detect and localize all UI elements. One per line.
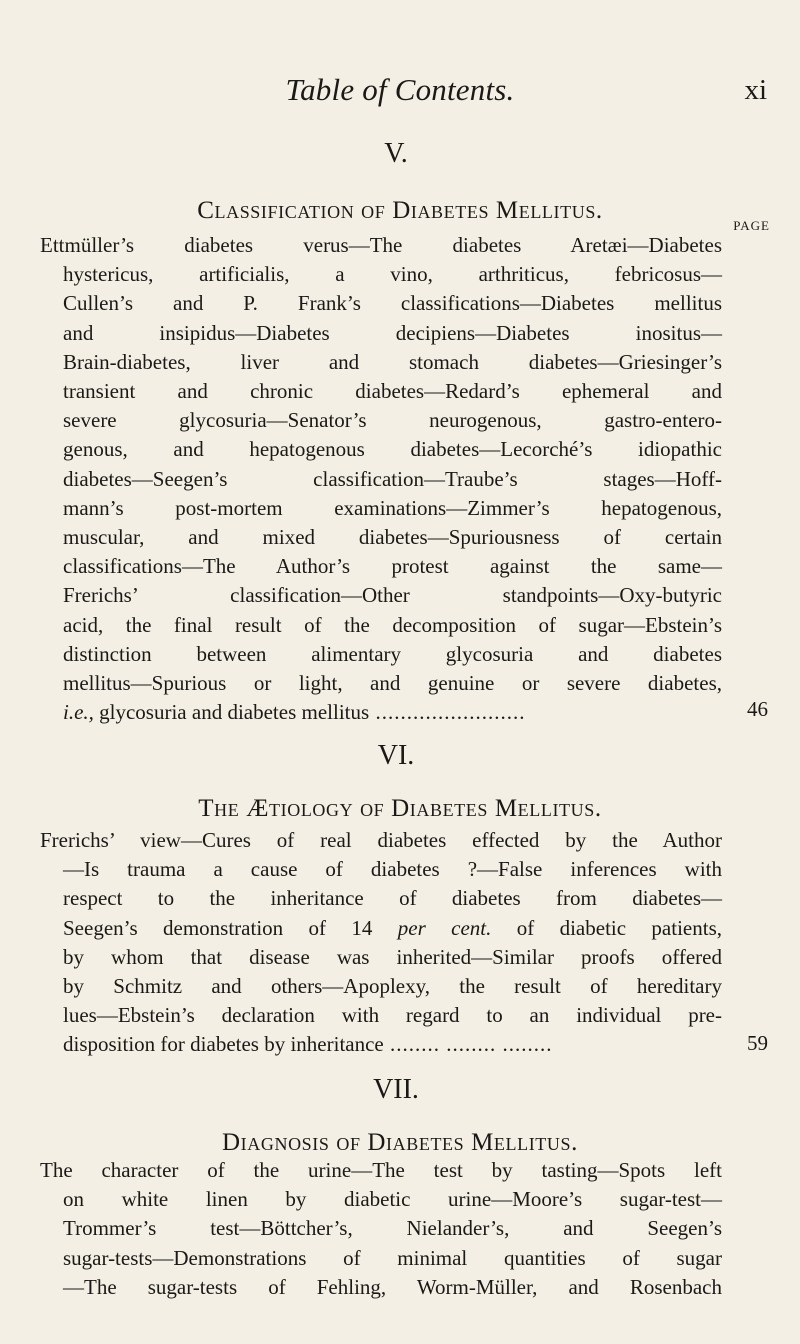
section-v xyxy=(0,138,800,226)
section-vii xyxy=(0,1074,800,1158)
entry-line: and insipidus—Diabetes decipiens—Diabetes inositus— xyxy=(63,320,722,345)
entry-line: on white linen by diabetic urine—Moore’s sugar-test— xyxy=(63,1187,722,1212)
entry-text: disposition for diabetes by inheritance xyxy=(63,1032,384,1057)
page-number: xi xyxy=(744,74,767,106)
running-head xyxy=(0,72,800,112)
running-title: Table of Contents. xyxy=(285,72,515,107)
entry-page-number: 59 xyxy=(747,1031,768,1055)
section-numeral: VI. xyxy=(377,740,415,771)
section-title: Diagnosis of Diabetes Mellitus. xyxy=(222,1129,578,1156)
entry-text: glycosuria and diabetes mellitus xyxy=(93,700,370,725)
entry-line: severe glycosuria—Senator’s neurogenous, gastro-entero- xyxy=(63,408,722,433)
entry-text: of diabetic patients, xyxy=(491,915,722,940)
entry-line: Brain-diabetes, liver and stomach diabetes—Griesinger’s xyxy=(63,349,722,374)
entry-line: Trommer’s test—Böttcher’s, Nielander’s, and Seegen’s xyxy=(63,1216,722,1241)
entry-line: Cullen’s and P. Frank’s classifications—Diabetes mellitus xyxy=(63,291,722,316)
entry-last-line xyxy=(40,1030,722,1059)
contents-entry-v xyxy=(40,231,722,727)
entry-line: classifications—The Author’s protest against the same— xyxy=(63,554,722,579)
entry-line: —The sugar-tests of Fehling, Worm-Müller, and Rosenbach xyxy=(63,1274,722,1299)
entry-italic: per cent. xyxy=(397,915,492,940)
entry-line: mann’s post-mortem examinations—Zimmer’s hepatogenous, xyxy=(63,495,722,520)
entry-line: by whom that disease was inherited—Similar proofs offered xyxy=(63,944,722,969)
entry-line: transient and chronic diabetes—Redard’s ephemeral and xyxy=(63,379,722,404)
entry-italic: i.e., xyxy=(63,700,94,725)
entry-line: sugar-tests—Demonstrations of minimal quantities of sugar xyxy=(63,1245,722,1270)
entry-line: by Schmitz and others—Apoplexy, the result of hereditary xyxy=(63,974,722,999)
entry-line: —Is trauma a cause of diabetes ?—False inferences with xyxy=(63,857,722,882)
entry-line: acid, the final result of the decomposition of sugar—Ebstein’s xyxy=(63,612,722,637)
section-title: The Ætiology of Diabetes Mellitus. xyxy=(198,795,602,822)
entry-line: genous, and hepatogenous diabetes—Lecorché’s idiopathic xyxy=(63,437,722,462)
entry-line: distinction between alimentary glycosuria and diabetes xyxy=(63,641,722,666)
entry-line: lues—Ebstein’s declaration with regard to an individual pre- xyxy=(63,1003,722,1028)
section-numeral: V. xyxy=(384,138,408,169)
entry-line: mellitus—Spurious or light, and genuine or severe diabetes, xyxy=(63,671,722,696)
entry-line: muscular, and mixed diabetes—Spuriousness of certain xyxy=(63,525,722,550)
entry-line: Frerichs’ classification—Other standpoints—Oxy-butyric xyxy=(63,583,722,608)
entry-line: diabetes—Seegen’s classification—Traube’s stages—Hoff- xyxy=(63,466,722,491)
section-title: Classification of Diabetes Mellitus. xyxy=(197,197,603,224)
entry-last-line xyxy=(40,698,722,727)
entry-line: The character of the urine—The test by tasting—Spots left xyxy=(40,1158,722,1182)
section-numeral: VII. xyxy=(373,1074,419,1105)
dot-leader: ........ ........ ........ xyxy=(383,1032,553,1057)
entry-page-number: 46 xyxy=(747,697,768,721)
entry-line: respect to the inheritance of diabetes from diabetes— xyxy=(63,886,722,911)
entry-line xyxy=(40,914,722,943)
entry-line: Frerichs’ view—Cures of real diabetes effected by the Author xyxy=(40,828,722,852)
contents-entry-vii xyxy=(40,1156,722,1302)
contents-entry-vi xyxy=(40,826,722,1060)
dot-leader: ........................ xyxy=(369,700,526,725)
section-vi xyxy=(0,740,800,824)
entry-line: Ettmüller’s diabetes verus—The diabetes Aretæi—Diabetes xyxy=(40,233,722,257)
entry-line: hystericus, artificialis, a vino, arthriticus, febricosus— xyxy=(63,262,722,287)
entry-text: Seegen’s demonstration of 14 xyxy=(63,915,398,940)
page-column-label: PAGE xyxy=(733,218,770,233)
